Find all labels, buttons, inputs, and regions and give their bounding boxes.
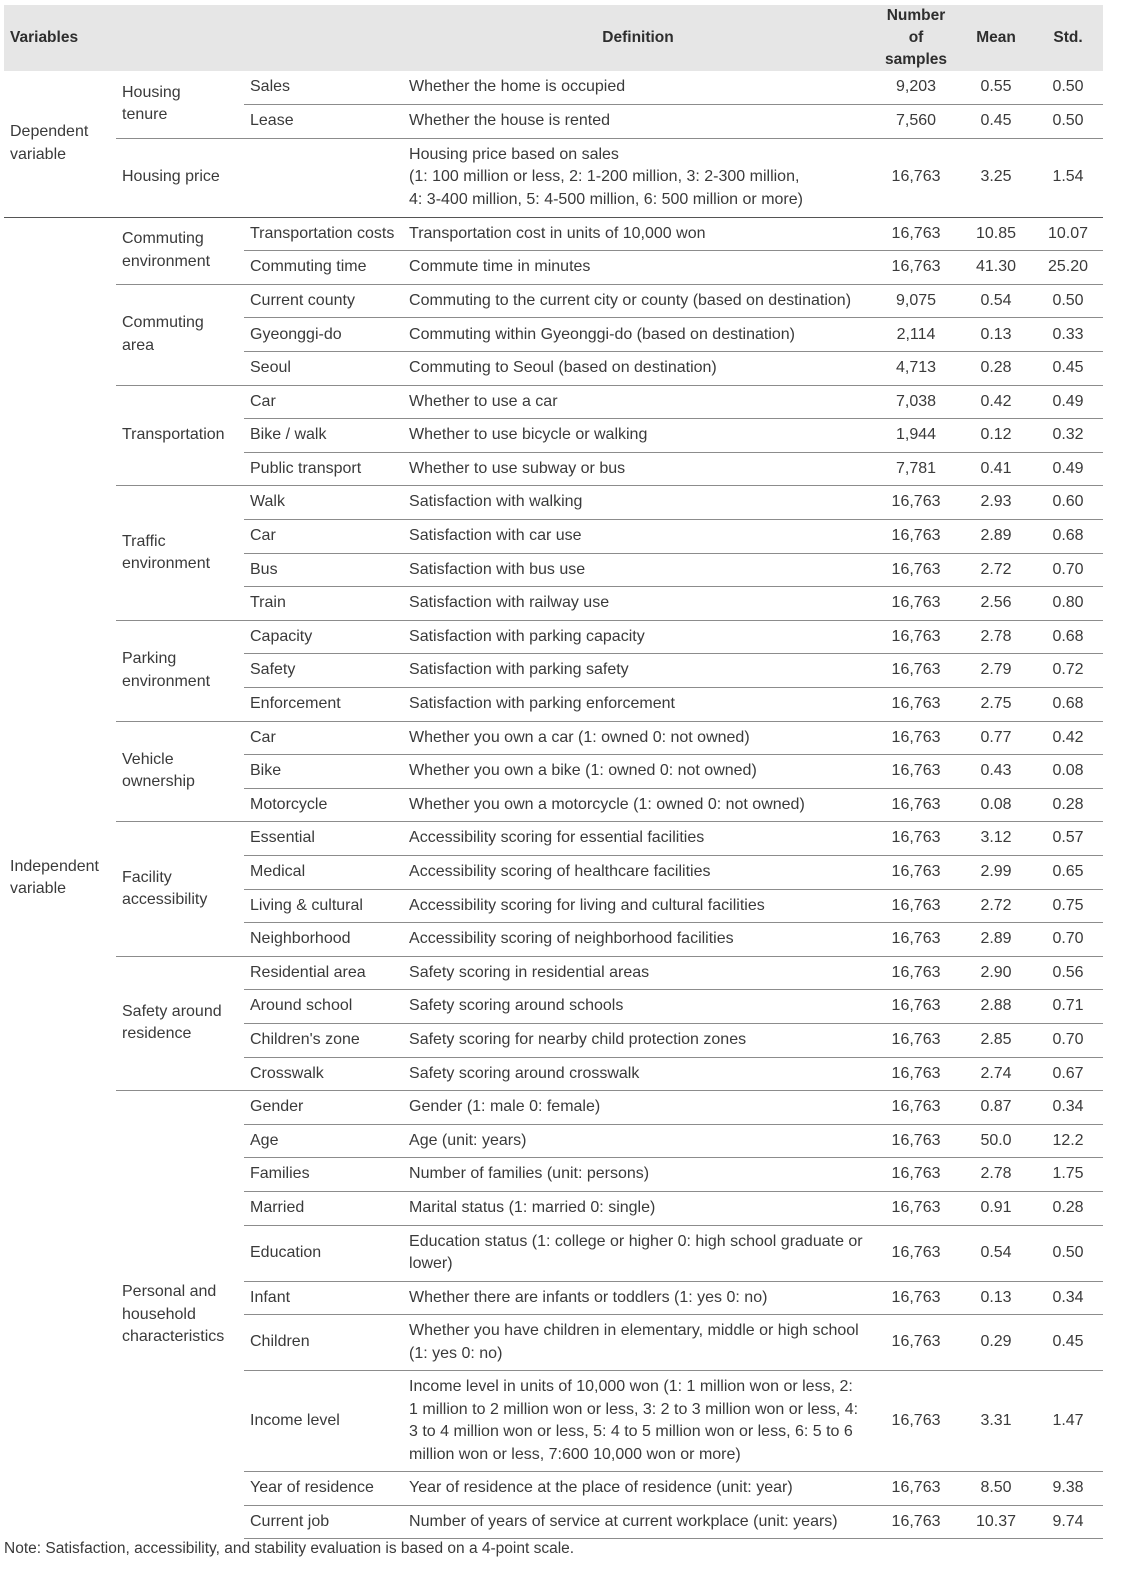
variable-name: Seoul	[244, 352, 403, 386]
variables-table	[4, 5, 1103, 1539]
mean-value: 0.41	[959, 452, 1033, 486]
std-value: 0.32	[1033, 419, 1103, 453]
variable-name: Bike	[244, 755, 403, 789]
variable-name: Children's zone	[244, 1023, 403, 1057]
group-label: Personal and household characteristics	[116, 1091, 244, 1539]
mean-value: 8.50	[959, 1472, 1033, 1506]
std-value: 0.08	[1033, 755, 1103, 789]
definition: Whether to use a car	[403, 385, 873, 419]
definition: Number of families (unit: persons)	[403, 1158, 873, 1192]
variable-name: Gender	[244, 1091, 403, 1125]
variable-name: Age	[244, 1124, 403, 1158]
std-value: 0.71	[1033, 990, 1103, 1024]
definition: Whether to use bicycle or walking	[403, 419, 873, 453]
definition: Transportation cost in units of 10,000 won	[403, 217, 873, 251]
header-std: Std.	[1033, 5, 1103, 71]
variable-name: Walk	[244, 486, 403, 520]
mean-value: 0.42	[959, 385, 1033, 419]
header-row	[4, 5, 1103, 71]
sample-count: 16,763	[873, 1472, 959, 1506]
mean-value: 0.54	[959, 1225, 1033, 1281]
definition: Whether you own a motorcycle (1: owned 0: not owned)	[403, 788, 873, 822]
definition: Income level in units of 10,000 won (1: 1 million won or less, 2: 1 million to 2 million won or less, 3: 2 to 3 million won or less, 4: 3 to 4 million won or less, 5: 4 to 5 million won or less, 6: 5 to 6 million won or less, 7:600 10,000 won or more)	[403, 1371, 873, 1472]
mean-value: 0.29	[959, 1315, 1033, 1371]
std-value: 0.68	[1033, 620, 1103, 654]
definition: Whether you have children in elementary, middle or high school (1: yes 0: no)	[403, 1315, 873, 1371]
variable-name: Education	[244, 1225, 403, 1281]
variable-name: Bus	[244, 553, 403, 587]
std-value: 0.50	[1033, 284, 1103, 318]
std-value: 0.57	[1033, 822, 1103, 856]
variable-name: Gyeonggi-do	[244, 318, 403, 352]
mean-value: 0.91	[959, 1191, 1033, 1225]
definition: Whether there are infants or toddlers (1: yes 0: no)	[403, 1281, 873, 1315]
table-row	[4, 138, 1103, 217]
group-label: Housing tenure	[122, 83, 181, 124]
std-value: 0.50	[1033, 1225, 1103, 1281]
mean-value: 3.12	[959, 822, 1033, 856]
definition: Gender (1: male 0: female)	[403, 1091, 873, 1125]
table-body	[4, 71, 1103, 1539]
mean-value: 0.55	[980, 78, 1012, 96]
variable-name: Lease	[244, 105, 403, 139]
sample-count: 16,763	[873, 251, 959, 285]
mean-value: 2.99	[959, 855, 1033, 889]
sample-count: 9,203	[895, 78, 937, 96]
sample-count: 16,763	[873, 889, 959, 923]
variable-name: Car	[244, 385, 403, 419]
header-definition: Definition	[403, 5, 873, 71]
table-row	[4, 956, 1103, 990]
definition: Marital status (1: married 0: single)	[403, 1191, 873, 1225]
mean-value: 10.37	[959, 1505, 1033, 1539]
sample-count: 4,713	[873, 352, 959, 386]
group-label: Vehicle ownership	[116, 721, 244, 822]
sample-count: 7,560	[873, 105, 959, 139]
sample-count: 16,763	[873, 923, 959, 957]
mean-value: 3.25	[959, 138, 1033, 217]
group-label: Safety around residence	[116, 956, 244, 1090]
std-value: 0.49	[1033, 385, 1103, 419]
mean-value: 2.89	[959, 923, 1033, 957]
std-value: 0.50	[1033, 105, 1103, 139]
sample-count: 16,763	[873, 1023, 959, 1057]
definition: Commuting to Seoul (based on destination)	[403, 352, 873, 386]
sample-count: 7,781	[873, 452, 959, 486]
sample-count: 16,763	[873, 1057, 959, 1091]
std-value: 0.65	[1033, 855, 1103, 889]
sample-count: 16,763	[873, 990, 959, 1024]
std-value: 0.60	[1033, 486, 1103, 520]
std-value: 1.47	[1033, 1371, 1103, 1472]
variable-name: Public transport	[244, 452, 403, 486]
sample-count: 16,763	[873, 1158, 959, 1192]
definition: Age (unit: years)	[403, 1124, 873, 1158]
variable-name: Train	[244, 587, 403, 621]
definition: Safety scoring for nearby child protection zones	[403, 1023, 873, 1057]
variable-name: Sales	[250, 78, 291, 96]
variable-name: Neighborhood	[244, 923, 403, 957]
sample-count: 16,763	[873, 138, 959, 217]
section-label: Independent variable	[4, 217, 116, 1539]
variable-name: Commuting time	[244, 251, 403, 285]
group-label: Facility accessibility	[116, 822, 244, 956]
mean-value: 2.93	[959, 486, 1033, 520]
std-value: 12.2	[1033, 1124, 1103, 1158]
std-value: 0.68	[1033, 520, 1103, 554]
std-value: 9.38	[1033, 1472, 1103, 1506]
mean-value: 2.90	[959, 956, 1033, 990]
variable-name: Married	[244, 1191, 403, 1225]
definition: Whether the house is rented	[403, 105, 873, 139]
definition: Commute time in minutes	[403, 251, 873, 285]
sample-count: 16,763	[873, 788, 959, 822]
sample-count: 2,114	[873, 318, 959, 352]
std-value: 0.42	[1033, 721, 1103, 755]
sample-count: 16,763	[873, 553, 959, 587]
group-label: Commuting area	[116, 284, 244, 385]
sample-count: 16,763	[873, 688, 959, 722]
sample-count: 16,763	[873, 1091, 959, 1125]
sample-count: 1,944	[873, 419, 959, 453]
mean-value: 0.45	[959, 105, 1033, 139]
mean-value: 2.85	[959, 1023, 1033, 1057]
variable-name: Infant	[244, 1281, 403, 1315]
variable-name: Current county	[244, 284, 403, 318]
std-value: 0.50	[1052, 78, 1084, 96]
variable-name: Safety	[244, 654, 403, 688]
sample-count: 16,763	[873, 1225, 959, 1281]
mean-value: 0.77	[959, 721, 1033, 755]
sample-count: 16,763	[873, 822, 959, 856]
mean-value: 2.74	[959, 1057, 1033, 1091]
variable-name: Motorcycle	[244, 788, 403, 822]
variable-name: Bike / walk	[244, 419, 403, 453]
variable-name: Car	[244, 721, 403, 755]
mean-value: 0.13	[959, 318, 1033, 352]
sample-count: 16,763	[873, 217, 959, 251]
sample-count: 16,763	[873, 486, 959, 520]
mean-value: 0.87	[959, 1091, 1033, 1125]
definition: Whether you own a car (1: owned 0: not owned)	[403, 721, 873, 755]
group-label: Parking environment	[116, 620, 244, 721]
std-value: 0.80	[1033, 587, 1103, 621]
group-label: Traffic environment	[116, 486, 244, 620]
mean-value: 50.0	[959, 1124, 1033, 1158]
definition: Accessibility scoring of healthcare facilities	[403, 855, 873, 889]
std-value: 0.45	[1033, 1315, 1103, 1371]
sample-count: 7,038	[873, 385, 959, 419]
table-row	[4, 71, 1103, 105]
std-value: 0.45	[1033, 352, 1103, 386]
sample-count: 16,763	[873, 654, 959, 688]
mean-value: 0.13	[959, 1281, 1033, 1315]
std-value: 0.70	[1033, 923, 1103, 957]
std-value: 0.33	[1033, 318, 1103, 352]
group-label: Commuting environment	[116, 217, 244, 284]
sample-count: 16,763	[873, 587, 959, 621]
std-value: 1.75	[1033, 1158, 1103, 1192]
mean-value: 0.12	[959, 419, 1033, 453]
mean-value: 3.31	[959, 1371, 1033, 1472]
definition: Satisfaction with parking capacity	[403, 620, 873, 654]
variable-name: Transportation costs	[244, 217, 403, 251]
mean-value: 2.78	[959, 1158, 1033, 1192]
sample-count: 16,763	[873, 1505, 959, 1539]
definition: Safety scoring in residential areas	[403, 956, 873, 990]
std-value: 1.54	[1033, 138, 1103, 217]
sample-count: 16,763	[873, 1124, 959, 1158]
variable-name: Enforcement	[244, 688, 403, 722]
table-row	[4, 486, 1103, 520]
definition: Satisfaction with parking enforcement	[403, 688, 873, 722]
std-value: 0.56	[1033, 956, 1103, 990]
sample-count: 16,763	[873, 956, 959, 990]
sample-count: 16,763	[873, 1315, 959, 1371]
sample-count: 9,075	[873, 284, 959, 318]
std-value: 0.68	[1033, 688, 1103, 722]
std-value: 0.28	[1033, 1191, 1103, 1225]
variable-name: Income level	[244, 1371, 403, 1472]
table-row	[4, 822, 1103, 856]
std-value: 10.07	[1033, 217, 1103, 251]
std-value: 0.49	[1033, 452, 1103, 486]
variable-name: Essential	[244, 822, 403, 856]
mean-value: 0.08	[959, 788, 1033, 822]
definition: Year of residence at the place of residence (unit: year)	[403, 1472, 873, 1506]
definition: Whether you own a bike (1: owned 0: not owned)	[403, 755, 873, 789]
table-row	[4, 217, 1103, 251]
variable-name: Families	[244, 1158, 403, 1192]
std-value: 0.28	[1033, 788, 1103, 822]
variable-name: Children	[244, 1315, 403, 1371]
std-value: 0.34	[1033, 1281, 1103, 1315]
mean-value: 2.78	[959, 620, 1033, 654]
definition: Satisfaction with parking safety	[403, 654, 873, 688]
std-value: 9.74	[1033, 1505, 1103, 1539]
sample-count: 16,763	[873, 1281, 959, 1315]
definition: Whether to use subway or bus	[403, 452, 873, 486]
header-mean: Mean	[959, 5, 1033, 71]
variable-name	[244, 138, 403, 217]
variable-name: Living & cultural	[244, 889, 403, 923]
sample-count: 16,763	[873, 520, 959, 554]
table-row	[4, 721, 1103, 755]
definition: Satisfaction with car use	[403, 520, 873, 554]
mean-value: 2.56	[959, 587, 1033, 621]
definition: Accessibility scoring of neighborhood facilities	[403, 923, 873, 957]
definition: Accessibility scoring for living and cultural facilities	[403, 889, 873, 923]
mean-value: 41.30	[959, 251, 1033, 285]
table-row	[4, 385, 1103, 419]
std-value: 0.72	[1033, 654, 1103, 688]
variable-name: Car	[244, 520, 403, 554]
std-value: 0.67	[1033, 1057, 1103, 1091]
table-row	[4, 284, 1103, 318]
std-value: 0.34	[1033, 1091, 1103, 1125]
mean-value: 2.89	[959, 520, 1033, 554]
std-value: 0.70	[1033, 1023, 1103, 1057]
table-row	[4, 1091, 1103, 1125]
mean-value: 0.54	[959, 284, 1033, 318]
definition: Safety scoring around crosswalk	[403, 1057, 873, 1091]
mean-value: 2.72	[959, 889, 1033, 923]
section-label: Dependent variable	[10, 123, 89, 163]
std-value: 25.20	[1033, 251, 1103, 285]
sample-count: 16,763	[873, 755, 959, 789]
definition: Number of years of service at current workplace (unit: years)	[403, 1505, 873, 1539]
mean-value: 2.79	[959, 654, 1033, 688]
mean-value: 2.72	[959, 553, 1033, 587]
mean-value: 2.75	[959, 688, 1033, 722]
definition: Safety scoring around schools	[403, 990, 873, 1024]
definition: Accessibility scoring for essential facilities	[403, 822, 873, 856]
sample-count: 16,763	[873, 620, 959, 654]
variable-name: Current job	[244, 1505, 403, 1539]
definition: Satisfaction with railway use	[403, 587, 873, 621]
definition: Commuting to the current city or county (based on destination)	[403, 284, 873, 318]
std-value: 0.75	[1033, 889, 1103, 923]
variable-name: Residential area	[244, 956, 403, 990]
header-samples: Number of samples	[873, 5, 959, 71]
sample-count: 16,763	[873, 1191, 959, 1225]
std-value: 0.70	[1033, 553, 1103, 587]
variable-name: Capacity	[244, 620, 403, 654]
variable-name: Crosswalk	[244, 1057, 403, 1091]
mean-value: 0.28	[959, 352, 1033, 386]
definition: Housing price based on sales (1: 100 million or less, 2: 1-200 million, 3: 2-300 million, 4: 3-400 million, 5: 4-500 million, 6: 500 million or more)	[403, 138, 873, 217]
table-note: Note: Satisfaction, accessibility, and stability evaluation is based on a 4-point scale.	[4, 1540, 575, 1557]
definition: Satisfaction with walking	[403, 486, 873, 520]
mean-value: 10.85	[959, 217, 1033, 251]
mean-value: 2.88	[959, 990, 1033, 1024]
definition: Commuting within Gyeonggi-do (based on destination)	[403, 318, 873, 352]
sample-count: 16,763	[873, 1371, 959, 1472]
header-variables: Variables	[4, 5, 403, 71]
mean-value: 0.43	[959, 755, 1033, 789]
group-label: Transportation	[116, 385, 244, 486]
variable-name: Medical	[244, 855, 403, 889]
table-row	[4, 620, 1103, 654]
sample-count: 16,763	[873, 855, 959, 889]
definition: Whether the home is occupied	[409, 78, 626, 96]
group-label: Housing price	[116, 138, 244, 217]
definition: Satisfaction with bus use	[403, 553, 873, 587]
variable-name: Year of residence	[244, 1472, 403, 1506]
definition: Education status (1: college or higher 0: high school graduate or lower)	[403, 1225, 873, 1281]
sample-count: 16,763	[873, 721, 959, 755]
variable-name: Around school	[244, 990, 403, 1024]
